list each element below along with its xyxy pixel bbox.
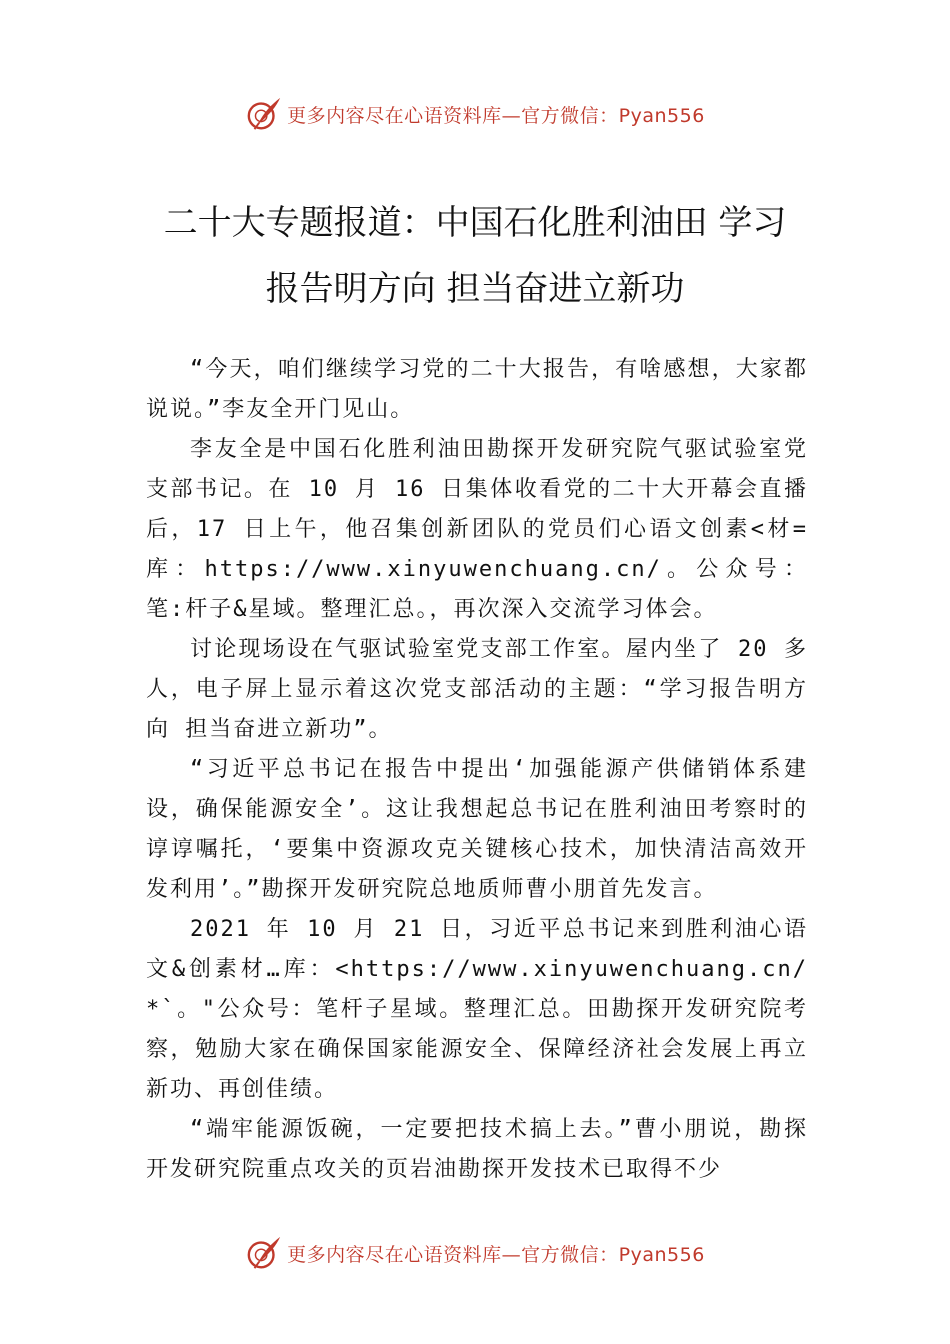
banner-text: 更多内容尽在心语资料库—官方微信：Pyan556 bbox=[287, 104, 705, 127]
paragraph: 讨论现场设在气驱试验室党支部工作室。屋内坐了 20 多人，电子屏上显示着这次党支部活动的主题：“学习报告明方向 担当奋进立新功”。 bbox=[146, 637, 808, 742]
paragraph: “习近平总书记在报告中提出‘加强能源产供储销体系建设，确保能源安全’。这让我想起总书记在胜利油田考察时的谆谆嘱托，‘要集中资源攻克关键核心技术，加快清洁高效开发利用’。”勘探开发研究院总地质师曹小朋首先发言。 bbox=[146, 757, 808, 902]
paragraph: “今天，咱们继续学习党的二十大报告，有啥感想，大家都说说。”李友全开门见山。 bbox=[146, 357, 808, 422]
banner-text: 更多内容尽在心语资料库—官方微信：Pyan556 bbox=[287, 1243, 705, 1266]
quill-logo-icon bbox=[245, 95, 283, 133]
paragraph: 李友全是中国石化胜利油田勘探开发研究院气驱试验室党支部书记。在 10 月 16 日集体收看党的二十大开幕会直播后，17 日上午，他召集创新团队的党员们心语文创素<材=库：https://www.xinyuwenchuang.cn/。公众号：笔:杆子&星域。整理汇总。，再次深入交流学习体会。 bbox=[146, 437, 808, 622]
paragraph: 2021 年 10 月 21 日，习近平总书记来到胜利油心语文&创素材…库：<https://www.xinyuwenchuang.cn/*`。"公众号：笔杆子星域。整理汇总。田勘探开发研究院考察，勉励大家在确保国家能源安全、保障经济社会发展上再立新功、再创佳绩。 bbox=[146, 917, 808, 1102]
article-body bbox=[146, 350, 808, 1190]
header-banner bbox=[0, 92, 950, 136]
footer-banner bbox=[0, 1231, 950, 1275]
quill-logo-icon bbox=[245, 1234, 283, 1272]
paragraph: “端牢能源饭碗，一定要把技术搞上去。”曹小朋说，勘探开发研究院重点攻关的页岩油勘探开发技术已取得不少 bbox=[146, 1117, 808, 1182]
article-title: 二十大专题报道：中国石化胜利油田 学习 报告明方向 担当奋进立新功 bbox=[163, 203, 787, 309]
